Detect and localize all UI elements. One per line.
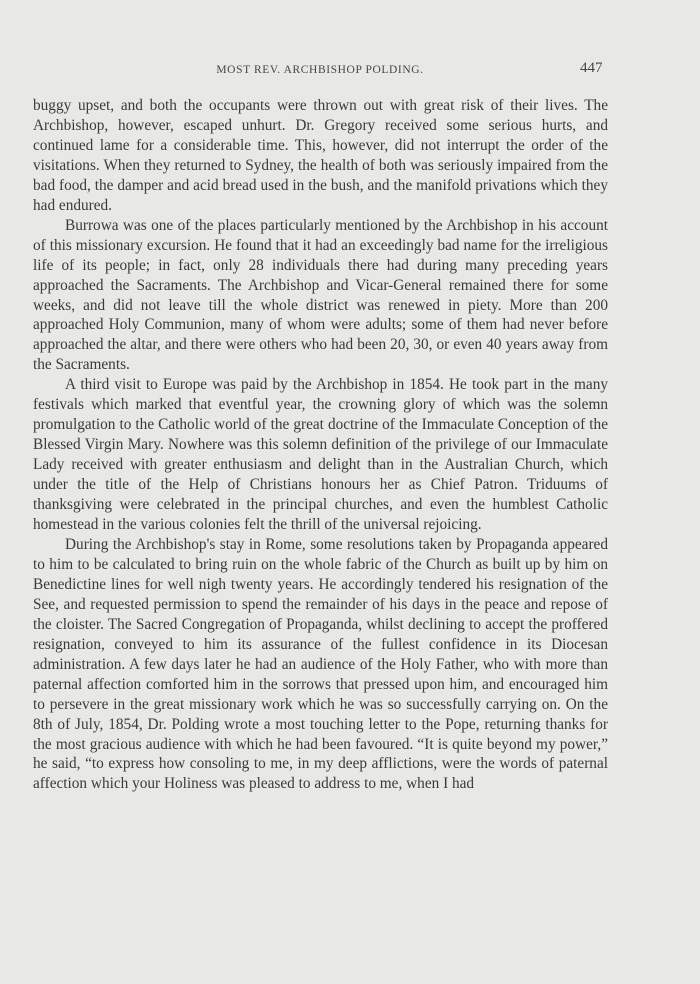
running-title: MOST REV. ARCHBISHOP POLDING. <box>216 64 424 76</box>
paragraph-rome-stay: During the Archbishop's stay in Rome, some resolutions taken by Propaganda appeared to him to be calculated to bring ruin on the whole fabric of the Church as built up by him on Benedictine lines for well nigh twenty years. He accordingly tendered his resignation of the See, and requested permission to spend the remainder of his days in the peace and repose of the cloister. The Sacred Congregation of Propaganda, whilst declining to accept the proffered resignation, conveyed to him its assurance of the fullest confidence in its Diocesan administration. A few days later he had an audience of the Holy Father, who with more than paternal affection comforted him in the sorrows that pressed upon him, and encouraged him to persevere in the great missionary work which he was so successfully carrying on. On the 8th of July, 1854, Dr. Polding wrote a most touching letter to the Pope, returning thanks for the most gracious audience with which he had been favoured. “It is quite beyond my power,” he said, “to express how consoling to me, in my deep afflictions, were the words of paternal affection which your Holiness was pleased to address to me, when I had <box>33 535 608 793</box>
paragraph-burrowa: Burrowa was one of the places particularly mentioned by the Archbishop in his account of this missionary excursion. He found that it had an exceedingly bad name for the irreligious life of its people; in fact, only 28 individuals there had during many preceding years approached the Sacraments. The Archbishop and Vicar-General remained there for some weeks, and did not leave till the whole district was renewed in piety. More than 200 approached Holy Communion, many of whom were adults; some of them had never before approached the altar, and there were others who had been 20, 30, or even 40 years away from the Sacraments. <box>33 216 608 374</box>
body-text <box>33 96 608 794</box>
page-number: 447 <box>580 60 603 76</box>
paragraph-continued: buggy upset, and both the occupants were thrown out with great risk of their lives. The Archbishop, however, escaped unhurt. Dr. Gregory received some serious hurts, and continued lame for a considerable time. This, however, did not interrupt the order of the visitations. When they returned to Sydney, the health of both was seriously impaired from the bad food, the damper and acid bread used in the bush, and the manifold privations which they had endured. <box>33 97 608 214</box>
paragraph-third-visit: A third visit to Europe was paid by the Archbishop in 1854. He took part in the many festivals which marked that eventful year, the crowning glory of which was the solemn promulgation to the Catholic world of the great doctrine of the Immaculate Conception of the Blessed Virgin Mary. Nowhere was this solemn definition of the privilege of our Immaculate Lady received with greater enthusiasm and delight than in the Australian Church, which under the title of the Help of Christians honours her as Chief Patron. Triduums of thanksgiving were celebrated in the principal churches, and even the humblest Catholic homestead in the various colonies felt the thrill of the universal rejoicing. <box>33 376 608 534</box>
